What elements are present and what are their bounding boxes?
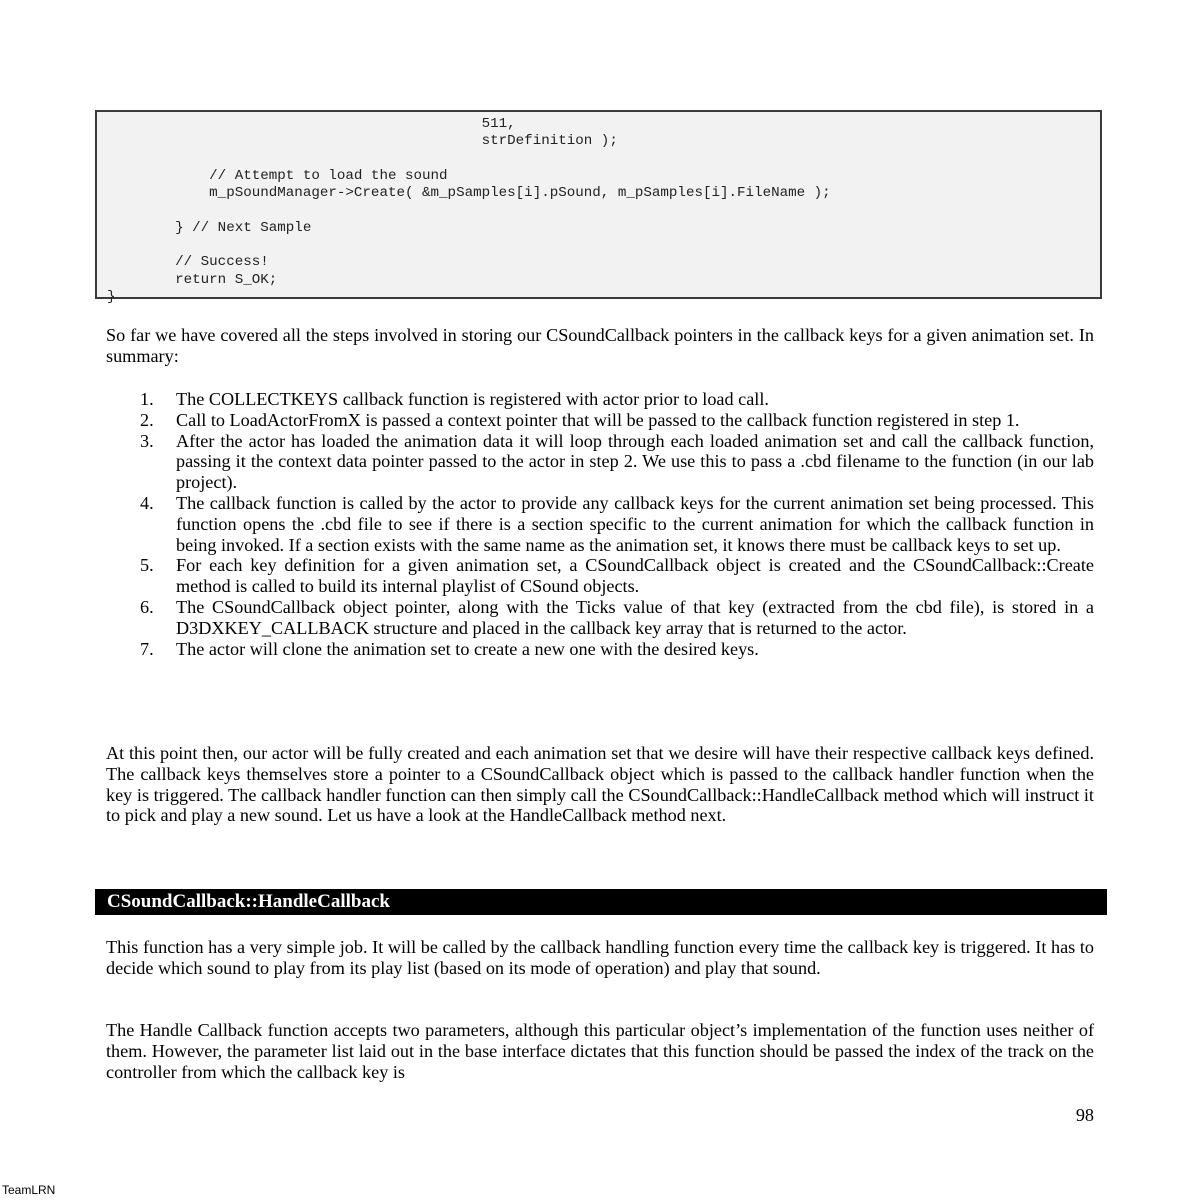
section-heading-bar bbox=[95, 889, 1107, 915]
list-item-text: The CSoundCallback object pointer, along with the Ticks value of that key (extracted from the cbd file), is stored in a D3DXKEY_CALLBACK structure and placed in the callback key array that is returned to the actor. bbox=[176, 596, 1094, 638]
code-text: 511, strDefinition ); // Attempt to load the sound m_pSoundManager->Create( &m_pSamples[i].pSound, m_pSamples[i].FileName ); } // Next Sample // Success! return S_OK; } bbox=[107, 116, 831, 305]
section-paragraph-2: The Handle Callback function accepts two parameters, although this particular object’s implementation of the function uses neither of them. However, the parameter list laid out in the base interface dictates that this function should be passed the index of the track on the controller from which the callback key is bbox=[106, 1020, 1094, 1082]
closing-paragraph: At this point then, our actor will be fully created and each animation set that we desire will have their respective callback keys defined. The callback keys themselves store a pointer to a CSoundCallback object which is passed to the callback handler function when the key is triggered. The callback handler function can then simply call the CSoundCallback::HandleCallback method which will instruct it to pick and play a new sound. Let us have a look at the HandleCallback method next. bbox=[106, 743, 1094, 826]
list-item bbox=[106, 597, 1094, 639]
list-item bbox=[106, 431, 1094, 493]
list-item-number: 3. bbox=[140, 430, 154, 451]
list-item bbox=[106, 555, 1094, 597]
list-item bbox=[106, 410, 1094, 431]
code-listing bbox=[95, 110, 1102, 305]
section-paragraph-1: This function has a very simple job. It will be called by the callback handling function every time the callback key is triggered. It has to decide which sound to play from its play list (based on its mode of operation) and play that sound. bbox=[106, 937, 1094, 978]
list-item-text: Call to LoadActorFromX is passed a context pointer that will be passed to the callback function registered in step 1. bbox=[176, 409, 1020, 430]
list-item-text: The actor will clone the animation set to create a new one with the desired keys. bbox=[176, 638, 759, 659]
list-item bbox=[106, 493, 1094, 555]
page-number: 98 bbox=[1075, 1105, 1094, 1125]
section-heading: CSoundCallback::HandleCallback bbox=[107, 891, 390, 912]
list-item-number: 7. bbox=[140, 638, 154, 659]
list-item-number: 4. bbox=[140, 492, 154, 513]
list-item-number: 2. bbox=[140, 409, 154, 430]
list-item-text: After the actor has loaded the animation data it will loop through each loaded animation set and call the callback function, passing it the context data pointer passed to the actor in step 2. We use this to pass a .cbd filename to the function (in our lab project). bbox=[176, 430, 1094, 493]
watermark: TeamLRN bbox=[2, 1183, 56, 1197]
list-item-number: 5. bbox=[140, 555, 154, 576]
summary-list bbox=[106, 389, 1094, 659]
list-item bbox=[106, 389, 1094, 410]
list-item-text: For each key definition for a given animation set, a CSoundCallback object is created and the CSoundCallback::Create method is called to build its internal playlist of CSound objects. bbox=[176, 555, 1094, 597]
intro-paragraph: So far we have covered all the steps involved in storing our CSoundCallback pointers in the callback keys for a given animation set. In summary: bbox=[106, 325, 1094, 366]
list-item-number: 6. bbox=[140, 596, 154, 617]
list-item-number: 1. bbox=[140, 389, 154, 409]
list-item-text: The COLLECTKEYS callback function is registered with actor prior to load call. bbox=[176, 389, 769, 409]
list-item-text: The callback function is called by the actor to provide any callback keys for the current animation set being processed. This function opens the .cbd file to see if there is a section specific to the current animation for which the callback function in being invoked. If a section exists with the same name as the animation set, it knows there must be callback keys to set up. bbox=[176, 492, 1094, 555]
list-item bbox=[106, 639, 1094, 660]
